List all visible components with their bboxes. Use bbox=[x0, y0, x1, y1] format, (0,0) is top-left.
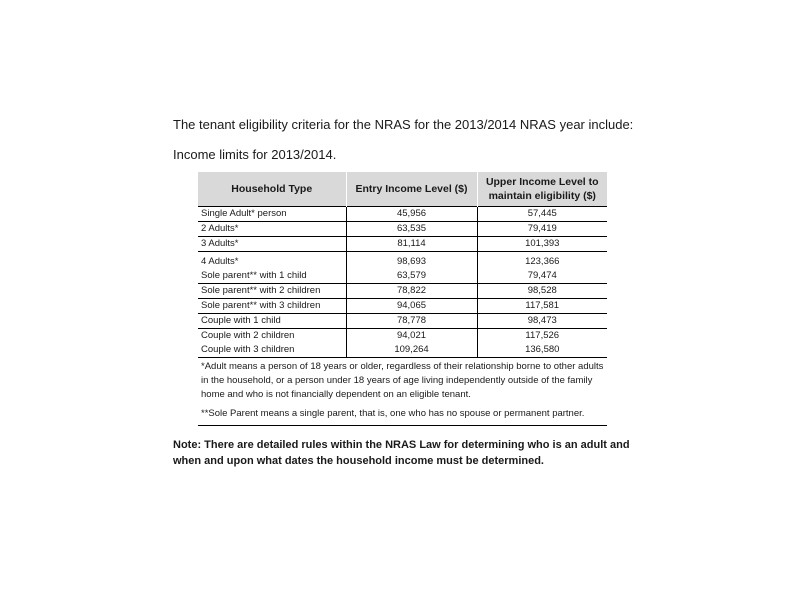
sole-parent-definition-footnote: **Sole Parent means a single parent, that is, one who has no spouse or permanent partner. bbox=[198, 402, 607, 426]
table-row bbox=[198, 343, 607, 357]
header-household-type: Household Type bbox=[198, 172, 346, 207]
upper-income-cell: 117,581 bbox=[477, 299, 607, 314]
nras-law-note: Note: There are detailed rules within the NRAS Law for determining who is an adult and when and upon what dates the household income must be determined. bbox=[173, 439, 630, 467]
household-type-cell: Couple with 1 child bbox=[198, 314, 346, 329]
income-limits-table bbox=[198, 172, 607, 357]
upper-income-cell: 117,526 bbox=[477, 329, 607, 344]
entry-income-cell: 78,778 bbox=[346, 314, 477, 329]
household-type-cell: Couple with 3 children bbox=[198, 343, 346, 357]
intro-text: The tenant eligibility criteria for the NRAS for the 2013/2014 NRAS year include: bbox=[173, 117, 634, 132]
upper-income-cell: 98,528 bbox=[477, 284, 607, 299]
entry-income-cell: 109,264 bbox=[346, 343, 477, 357]
household-type-cell: 2 Adults* bbox=[198, 222, 346, 237]
household-type-cell: Sole parent** with 3 children bbox=[198, 299, 346, 314]
household-type-cell: Sole parent** with 1 child bbox=[198, 269, 346, 284]
household-type-cell: Sole parent** with 2 children bbox=[198, 284, 346, 299]
upper-income-cell: 123,366 bbox=[477, 252, 607, 270]
entry-income-cell: 63,535 bbox=[346, 222, 477, 237]
adult-definition-footnote: *Adult means a person of 18 years or older, regardless of their relationship borne to other adults in the household, or a person under 18 years of age living independently outside of the family home and who is not financially dependent on an eligible tenant. bbox=[198, 357, 607, 402]
upper-income-cell: 79,474 bbox=[527, 270, 557, 281]
entry-income-cell: 81,114 bbox=[346, 237, 477, 252]
upper-income-cell: 57,445 bbox=[477, 207, 607, 222]
table-row bbox=[198, 237, 607, 252]
upper-income-cell: 101,393 bbox=[477, 237, 607, 252]
entry-income-cell: 63,579 bbox=[346, 269, 477, 284]
table-row bbox=[198, 269, 607, 284]
upper-income-cell: 136,580 bbox=[525, 344, 560, 355]
table-row bbox=[198, 299, 607, 314]
table-row bbox=[198, 314, 607, 329]
upper-income-cell: 98,473 bbox=[477, 314, 607, 329]
table-row bbox=[198, 329, 607, 344]
entry-income-cell: 98,693 bbox=[346, 252, 477, 270]
table-header-row bbox=[198, 172, 607, 207]
household-type-cell: Couple with 2 children bbox=[198, 329, 346, 344]
entry-income-cell: 94,021 bbox=[346, 329, 477, 344]
entry-income-cell: 94,065 bbox=[346, 299, 477, 314]
table-row bbox=[198, 252, 607, 270]
table-row bbox=[198, 222, 607, 237]
household-type-cell: 3 Adults* bbox=[198, 237, 346, 252]
header-upper-income-level: Upper Income Level to maintain eligibility ($) bbox=[477, 172, 607, 207]
table-row bbox=[198, 284, 607, 299]
upper-income-cell: 79,419 bbox=[477, 222, 607, 237]
income-limits-heading: Income limits for 2013/2014. bbox=[173, 147, 337, 162]
income-limits-table-container bbox=[198, 172, 607, 426]
table-row bbox=[198, 207, 607, 222]
household-type-cell: 4 Adults* bbox=[198, 252, 346, 270]
entry-income-cell: 78,822 bbox=[346, 284, 477, 299]
header-entry-income-level: Entry Income Level ($) bbox=[346, 172, 477, 207]
entry-income-cell: 45,956 bbox=[346, 207, 477, 222]
household-type-cell: Single Adult* person bbox=[198, 207, 346, 222]
